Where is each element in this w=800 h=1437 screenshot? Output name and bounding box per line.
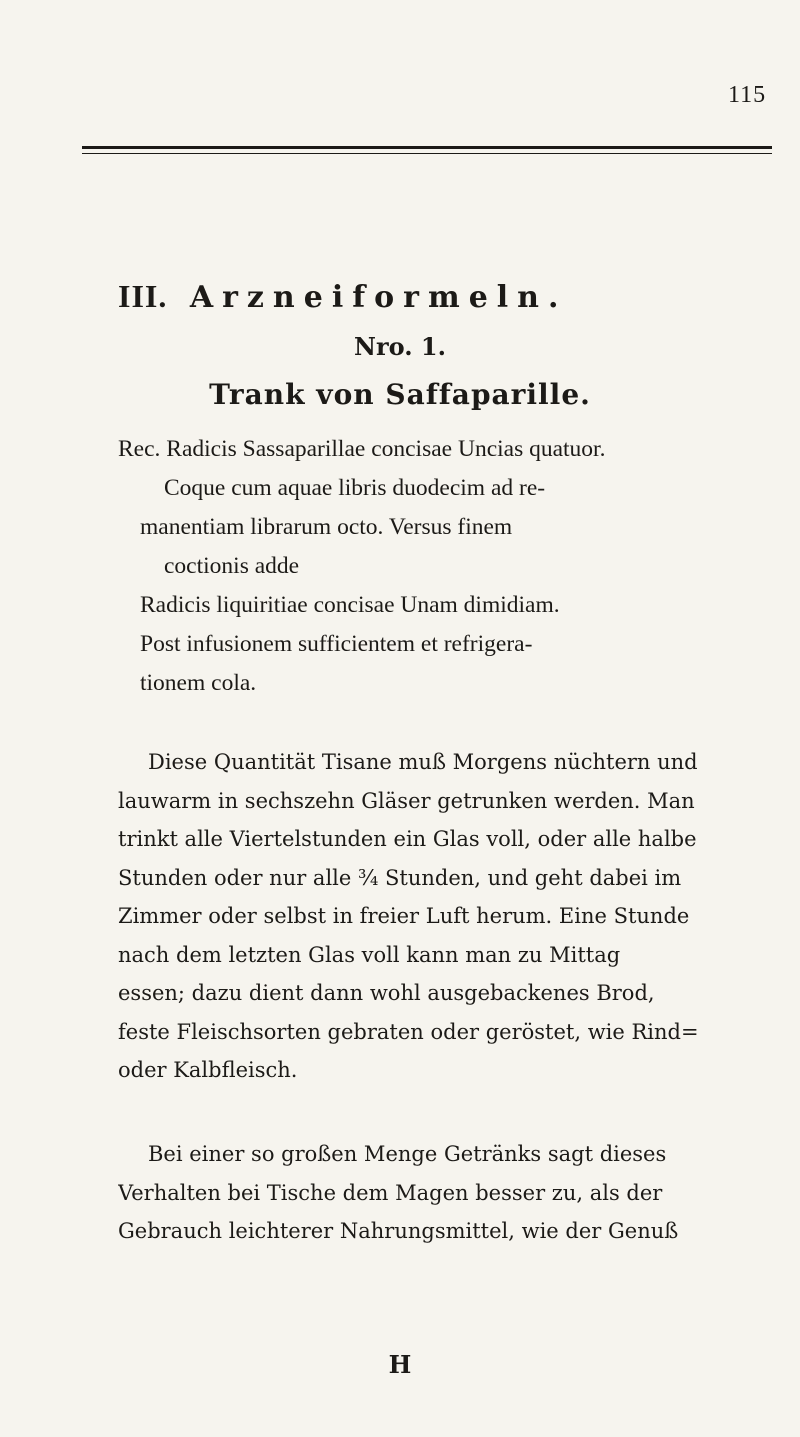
header-rule — [82, 146, 772, 149]
recipe-line: Post infusionem sufficientem et refrigera- — [140, 631, 533, 657]
recipe-line: manentiam librarum octo. Versus finem — [140, 514, 513, 540]
formula-title: Trank von Saffaparille. — [209, 378, 591, 411]
paragraph-line: Zimmer oder selbst in freier Luft herum. Eine Stunde — [118, 904, 690, 928]
recipe-line: coctionis adde — [164, 553, 300, 579]
recipe-block — [118, 430, 768, 703]
paragraph-line: oder Kalbfleisch. — [118, 1058, 298, 1082]
formula-number: Nro. 1. — [354, 332, 446, 361]
paragraph-line: Gebrauch leichterer Nahrungsmittel, wie der Genuß — [118, 1219, 679, 1243]
paragraph-line: Verhalten bei Tische dem Magen besser zu, als der — [118, 1180, 663, 1205]
paragraph-line: Diese Quantität Tisane muß Morgens nüchtern und — [148, 750, 698, 774]
recipe-line: Rec. Radicis Sassaparillae concisae Uncias quatuor. — [118, 436, 606, 462]
recipe-line: tionem cola. — [140, 670, 257, 696]
paragraph-line: trinkt alle Viertelstunden ein Glas voll, oder alle halbe — [118, 827, 697, 851]
catchword: H — [388, 1350, 412, 1379]
page-number: 115 — [728, 82, 767, 108]
paragraph-line: Bei einer so großen Menge Getränks sagt dieses — [148, 1142, 667, 1166]
chapter-numeral: III. — [118, 278, 168, 314]
paragraph-line: feste Fleischsorten gebraten oder geröstet, wie Rind= — [118, 1019, 699, 1044]
chapter-heading — [118, 278, 718, 315]
paragraph-line: nach dem letzten Glas voll kann man zu Mittag — [118, 942, 621, 967]
paragraph-instructions — [118, 743, 774, 1090]
paragraph-line: lauwarm in sechszehn Gläser getrunken werden. Man — [118, 788, 695, 813]
recipe-line: Coque cum aquae libris duodecim ad re- — [164, 475, 546, 501]
chapter-title: Arzneiformeln. — [189, 280, 568, 315]
paragraph-line: Stunden oder nur alle ¾ Stunden, und geht dabei im — [118, 865, 682, 890]
paragraph-diet — [118, 1135, 774, 1251]
paragraph-line: essen; dazu dient dann wohl ausgebackenes Brod, — [118, 981, 655, 1005]
recipe-line: Radicis liquiritiae concisae Unam dimidiam. — [140, 592, 560, 618]
